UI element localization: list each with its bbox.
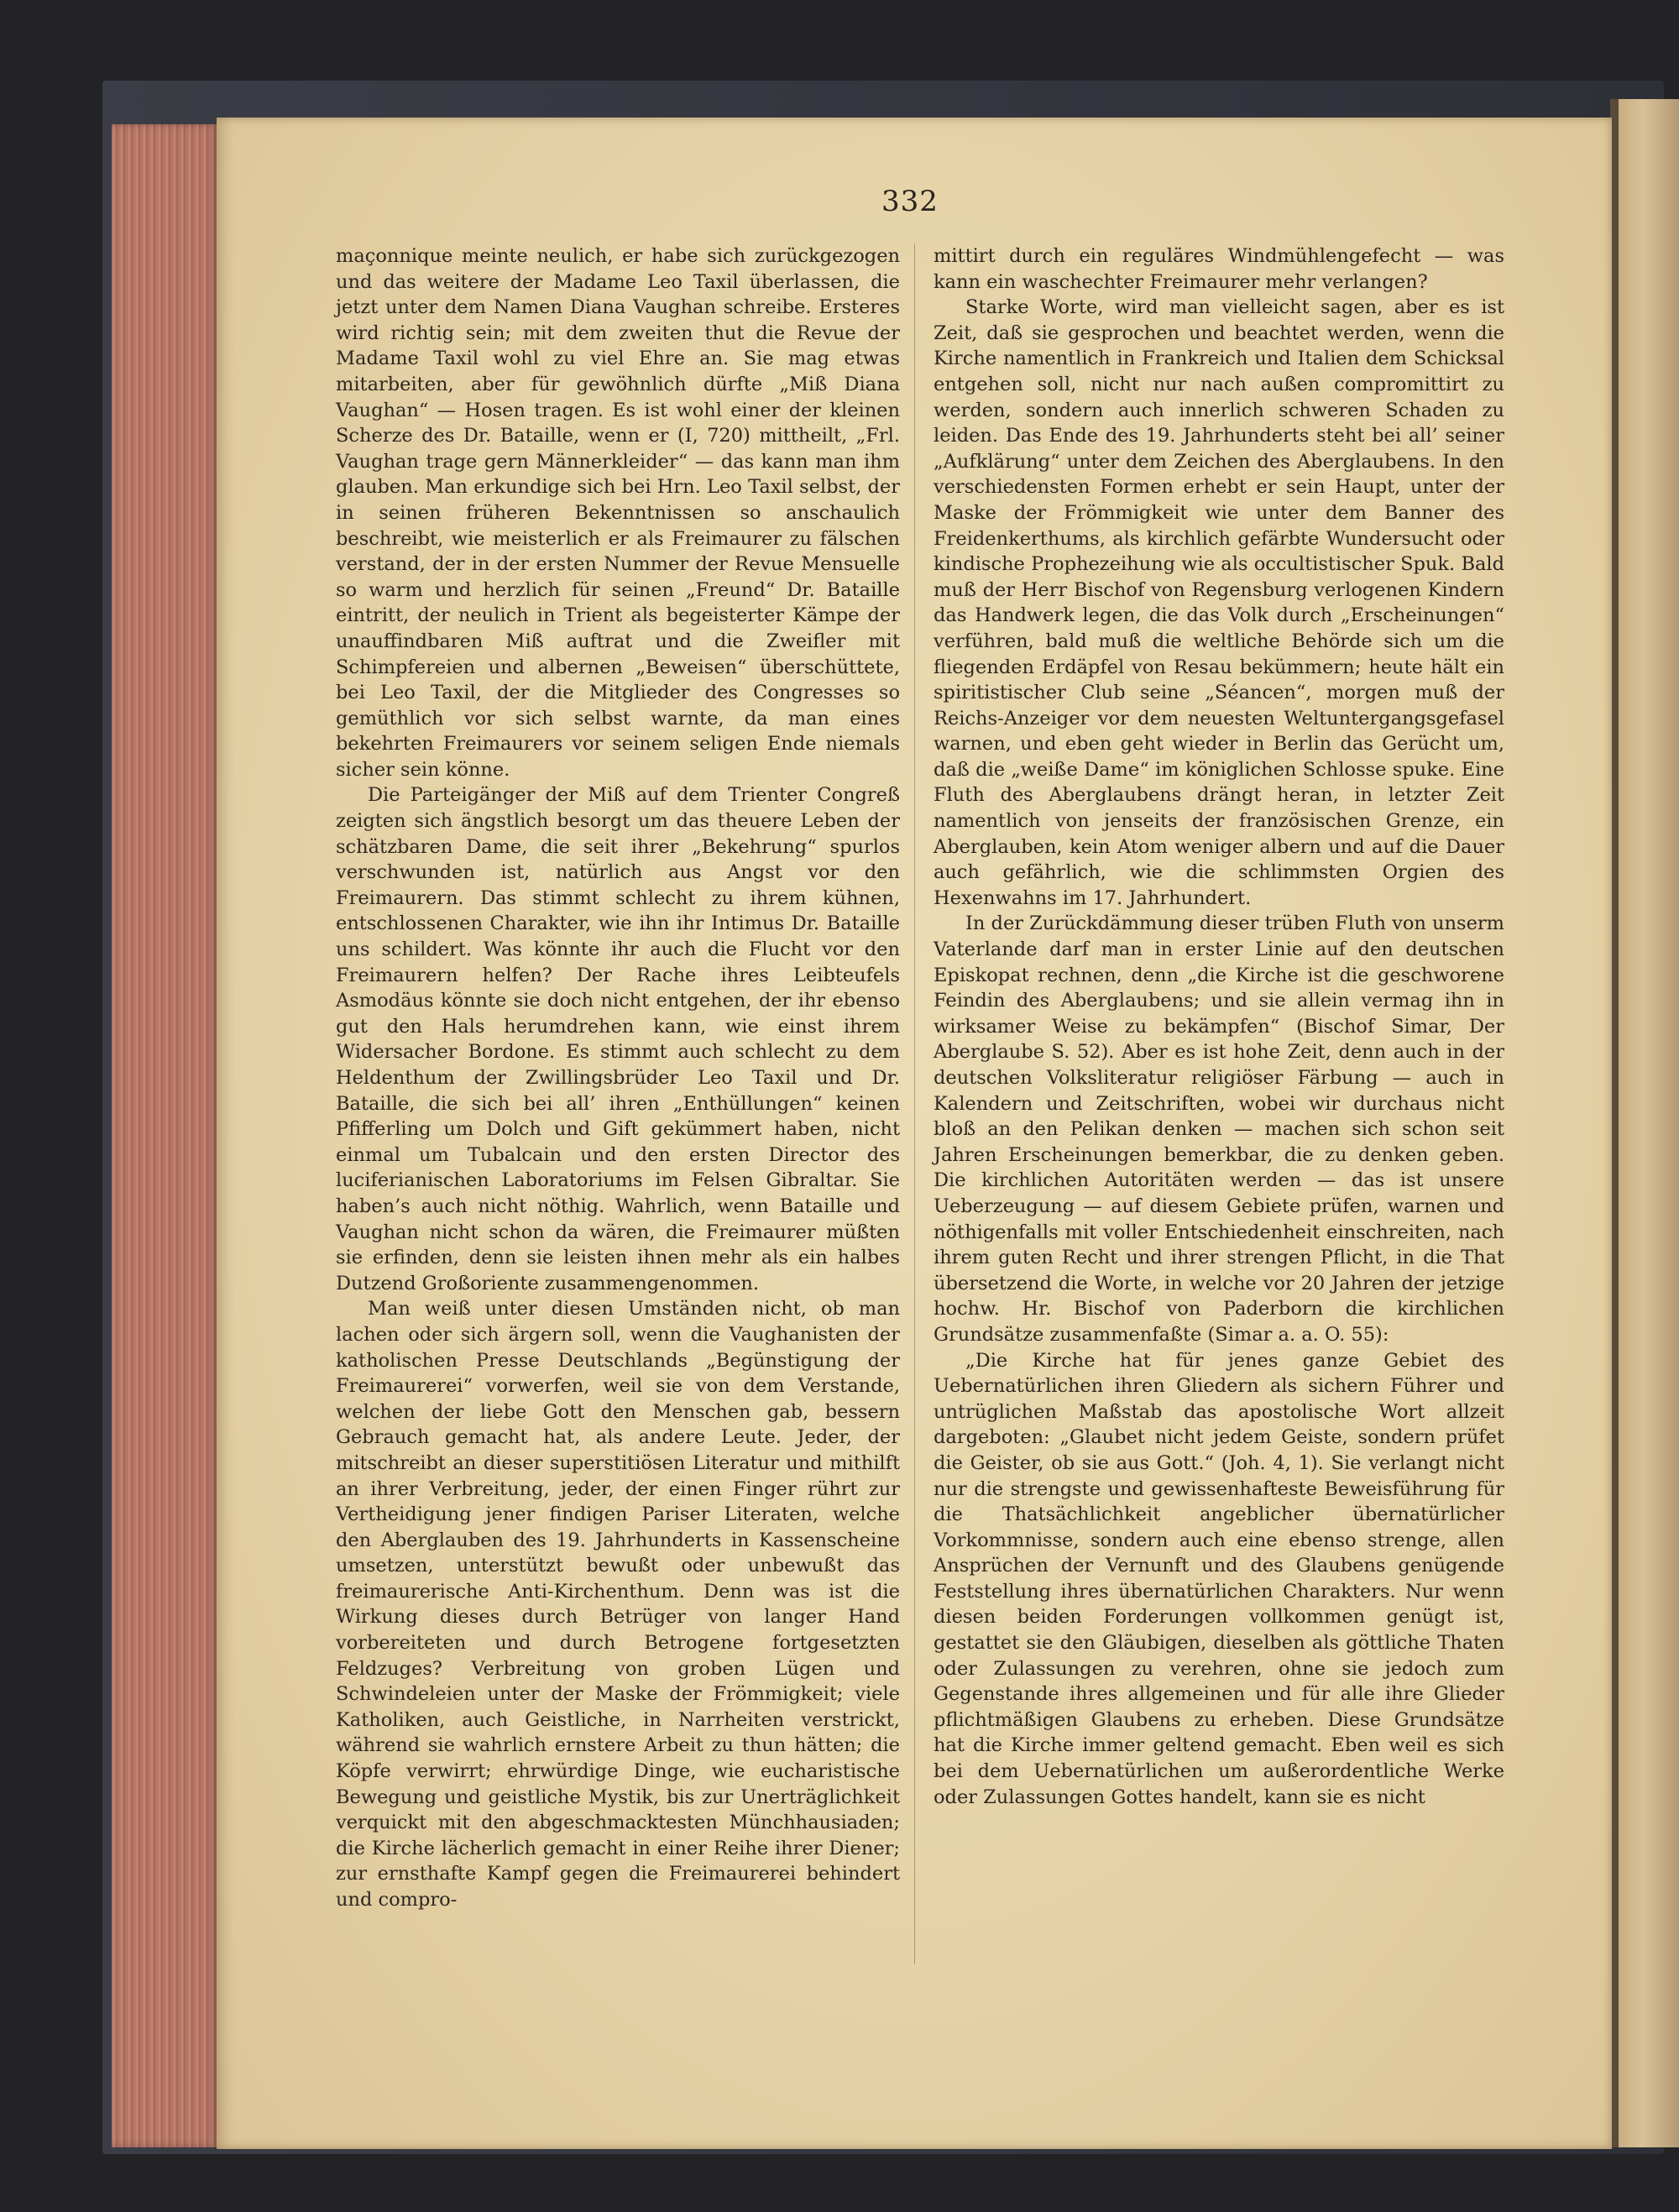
facing-page-edge bbox=[1619, 99, 1679, 2147]
page-number: 332 bbox=[881, 185, 939, 218]
paragraph: Die Parteigänger der Miß auf dem Trienter Congreß zeigten sich ängstlich besorgt um das theuere Leben der schätzbaren Dame, die seit ihrer „Bekehrung“ spurlos verschwunden ist, natürlich aus Angst vor den Freimaurern. Das stimmt schlecht zu ihrem kühnen, entschlossenen Charakter, wie ihn ihr Intimus Dr. Bataille uns schildert. Was könnte ihr auch die Flucht vor den Freimaurern helfen? Der Rache ihres Leibteufels Asmodäus könnte sie doch nicht entgehen, der ihr ebenso gut den Hals herumdrehen kann, wie einst ihrem Widersacher Bordone. Es stimmt auch schlecht zu dem Heldenthum der Zwillingsbrüder Leo Taxil und Dr. Bataille, die sich bei all’ ihren „Enthüllungen“ keinen Pfifferling um Dolch und Gift gekümmert haben, nicht einmal um Tubalcain und den ersten Director des luciferianischen Laboratoriums im Felsen Gibraltar. Sie haben’s auch nicht nöthig. Wahrlich, wenn Bataille und Vaughan nicht schon da wären, die Freimaurer müßten sie erfinden, denn sie leisten ihnen mehr als ein halbes Dutzend Großoriente zusammengenommen. bbox=[336, 784, 900, 1294]
right-column bbox=[934, 243, 1504, 1810]
paragraph: maçonnique meinte neulich, er habe sich zurückgezogen und das weitere der Madame Leo Taxil überlassen, die jetzt unter dem Namen Diana Vaughan schreibe. Ersteres wird richtig sein; mit dem zweiten thut die Revue der Madame Taxil wohl zu viel Ehre an. Sie mag etwas mitarbeiten, aber für gewöhnlich dürfte „Miß Diana Vaughan“ — Hosen tragen. Es ist wohl einer der kleinen Scherze des Dr. Bataille, wenn er (I, 720) mittheilt, „Frl. Vaughan trage gern Männerkleider“ — das kann man ihm glauben. Man erkundige sich bei Hrn. Leo Taxil selbst, der in seinen früheren Bekenntnissen so anschaulich beschreibt, wie meisterlich er als Freimaurer zu fälschen verstand, der in der ersten Nummer der Revue Mensuelle so warm und herzlich für seinen „Freund“ Dr. Bataille eintritt, der neulich in Trient als begeisterter Kämpe der unauffindbaren Miß auftrat und die Zweifler mit Schimpfereien und albernen „Beweisen“ überschüttete, bei Leo Taxil, der die Mitglieder des Congresses so gemüthlich vor sich selbst warnte, da man eines bekehrten Freimaurers vor seinem seligen Ende niemals sicher sein könne. bbox=[336, 245, 900, 781]
paragraph: Man weiß unter diesen Umständen nicht, ob man lachen oder sich ärgern soll, wenn die Vaughanisten der katholischen Presse Deutschlands „Begünstigung der Freimaurerei“ vorwerfen, weil sie von dem Verstande, welchen der liebe Gott den Menschen gab, bessern Gebrauch gemacht hat, als andere Leute. Jeder, der mitschreibt an dieser superstitiösen Literatur und mithilft an ihrer Verbreitung, jeder, der einen Finger rührt zur Vertheidigung jener findigen Pariser Literaten, welche den Aberglauben des 19. Jahrhunderts in Kassenscheine umsetzen, unterstützt bewußt oder unbewußt das freimaurerische Anti-Kirchenthum. Denn was ist die Wirkung dieses durch Betrüger von langer Hand vorbereiteten und durch Betrogene fortgesetzten Feldzuges? Verbreitung von groben Lügen und Schwindeleien unter der Maske der Frömmigkeit; viele Katholiken, auch Geistliche, in Narrheiten verstrickt, während sie wahrlich ernstere Arbeit zu thun hätten; die Köpfe verwirrt; ehrwürdige Dinge, wie eucharistische Bewegung und geistliche Mystik, bis zur Unerträglichkeit verquickt mit den abgeschmacktesten Münchhausiaden; die Kirche lächerlich gemacht in einer Reihe ihrer Diener; zur ernsthafte Kampf gegen die Freimaurerei behindert und compro- bbox=[336, 1298, 900, 1911]
paragraph: mittirt durch ein reguläres Windmühlengefecht — was kann ein waschechter Freimaurer mehr verlangen? bbox=[934, 245, 1504, 293]
paragraph: In der Zurückdämmung dieser trüben Fluth von unserm Vaterlande darf man in erster Linie auf den deutschen Episkopat rechnen, denn „die Kirche ist die geschworene Feindin des Aberglaubens; und sie allein vermag ihn in wirksamer Weise zu bekämpfen“ (Bischof Simar, Der Aberglaube S. 52). Aber es ist hohe Zeit, denn auch in der deutschen Volksliteratur religiöser Färbung — auch in Kalendern und Zeitschriften, wobei wir durchaus nicht bloß an den Pelikan denken — machen sich schon seit Jahren Erscheinungen bemerkbar, die zu denken geben. Die kirchlichen Autoritäten werden — das ist unsere Ueberzeugung — auf diesem Gebiete prüfen, warnen und nöthigenfalls mit voller Entschiedenheit einschreiten, nach ihrem guten Recht und ihrer strengen Pflicht, in die That übersetzend die Worte, in welche vor 20 Jahren der jetzige hochw. Hr. Bischof von Paderborn die kirchlichen Grundsätze zusammenfaßte (Simar a. a. O. 55): bbox=[934, 913, 1504, 1346]
page-edges bbox=[112, 124, 219, 2147]
left-column bbox=[336, 243, 900, 1913]
paragraph: Starke Worte, wird man vielleicht sagen, aber es ist Zeit, daß sie gesprochen und beachtet werden, wenn die Kirche namentlich in Frankreich und Italien dem Schicksal entgehen soll, nicht nur nach außen compromittirt zu werden, sondern auch innerlich schweren Schaden zu leiden. Das Ende des 19. Jahrhunderts steht bei all’ seiner „Aufklärung“ unter dem Zeichen des Aberglaubens. In den verschiedensten Formen erhebt er sein Haupt, unter der Maske der Frömmigkeit wie unter dem Banner des Freidenkerthums, als kirchlich gefärbte Wundersucht oder kindische Prophezeihung wie als occultistischer Spuk. Bald muß der Herr Bischof von Regensburg verlogenen Kindern das Handwerk legen, die das Volk durch „Erscheinungen“ verführen, bald muß die weltliche Behörde sich um die fliegenden Erdäpfel von Resau bekümmern; heute hält ein spiritistischer Club seine „Séancen“, morgen muß der Reichs-Anzeiger vor dem neuesten Weltuntergangsgefasel warnen, und eben geht wieder in Berlin das Gerücht um, daß die „weiße Dame“ im königlichen Schlosse spuke. Eine Fluth des Aberglaubens drängt heran, in letzter Zeit namentlich von jenseits der französischen Grenze, ein Aberglauben, kein Atom weniger albern und auf die Dauer auch gefährlich, wie die schlimmsten Orgien des Hexenwahns im 17. Jahrhundert. bbox=[934, 296, 1504, 909]
column-divider bbox=[914, 243, 915, 1964]
paragraph: „Die Kirche hat für jenes ganze Gebiet des Uebernatürlichen ihren Gliedern als sichern Führer und untrüglichen Maßstab das apostolische Wort allzeit dargeboten: „Glaubet nicht jedem Geiste, sondern prüfet die Geister, ob sie aus Gott.“ (Joh. 4, 1). Sie verlangt nicht nur die strengste und gewissenhafteste Beweisführung für die Thatsächlichkeit angeblicher übernatürlicher Vorkommnisse, sondern auch eine ebenso strenge, allen Ansprüchen der Vernunft und des Glaubens genügende Feststellung ihres übernatürlichen Charakters. Nur wenn diesen beiden Forderungen vollkommen genügt ist, gestattet sie den Gläubigen, dieselben als göttliche Thaten oder Zulassungen zu verehren, ohne sie jedoch zum Gegenstande ihres allgemeinen und für alle ihre Glieder pflichtmäßigen Glaubens zu erheben. Diese Grundsätze hat die Kirche immer geltend gemacht. Eben weil es sich bei dem Uebernatürlichen um außerordentliche Werke oder Zulassungen Gottes handelt, kann sie es nicht bbox=[934, 1349, 1504, 1808]
